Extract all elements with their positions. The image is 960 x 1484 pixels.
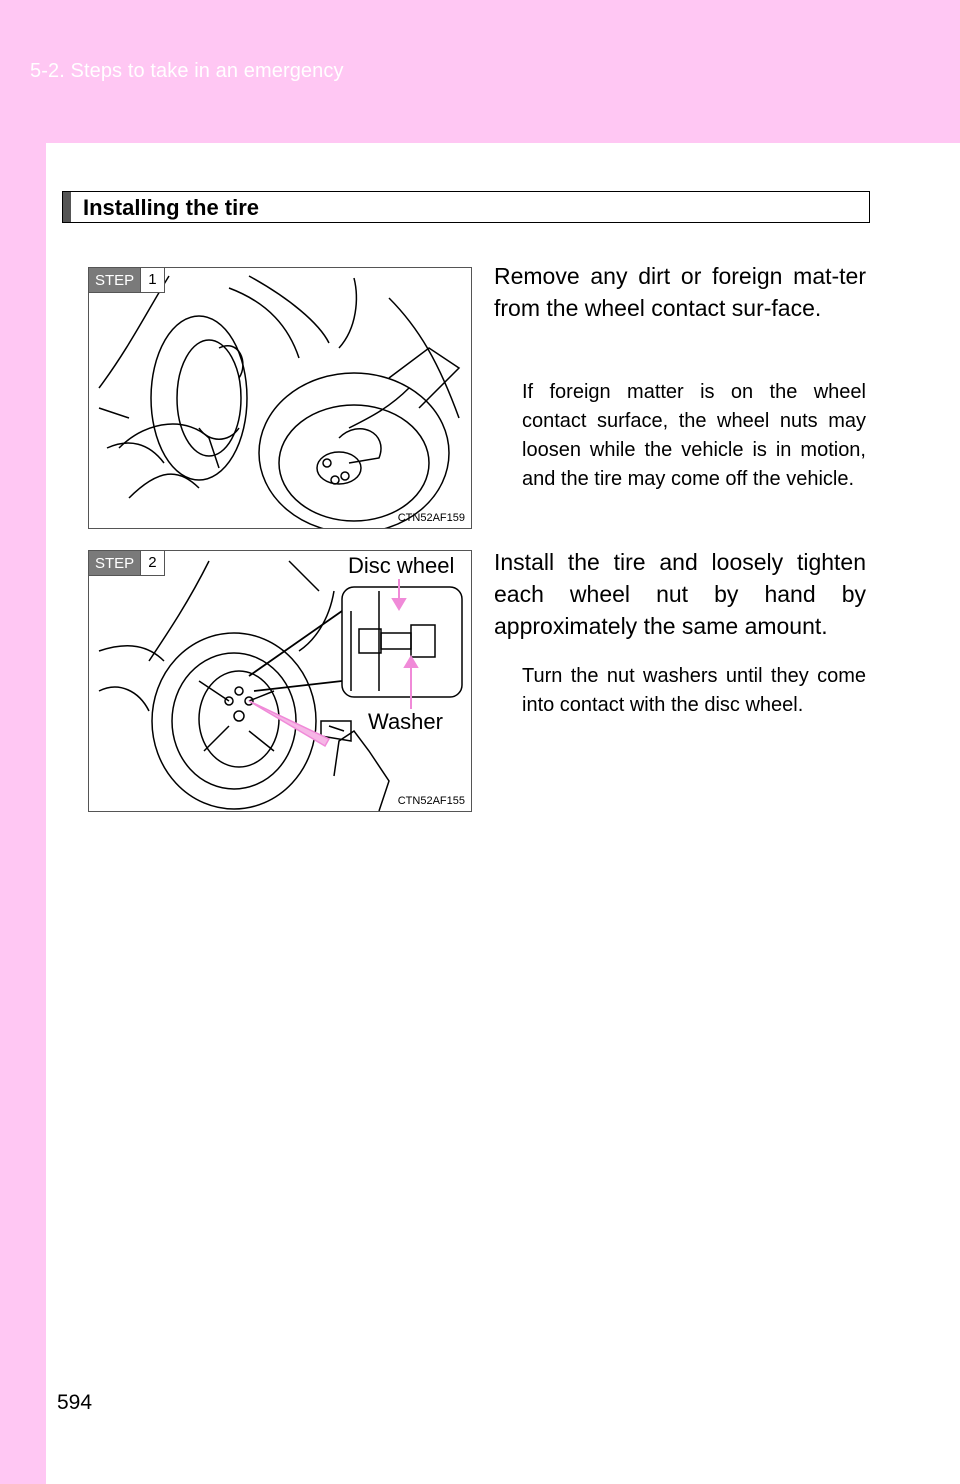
- step-badge-label: STEP: [89, 551, 140, 575]
- section-marker: [63, 192, 71, 222]
- section-title: Installing the tire: [83, 195, 260, 220]
- step-2-illustration: [88, 550, 472, 812]
- step-1-note: If foreign matter is on the wheel contact surface, the wheel nuts may loosen while the vehicle is in motion, and the tire may come off the vehicle.: [522, 381, 866, 490]
- disc-wheel-label: Disc wheel: [348, 553, 455, 578]
- side-band: [0, 143, 46, 1484]
- step-badge-number: 1: [140, 268, 163, 292]
- page-number: 594: [57, 1391, 93, 1414]
- figure-code: CTN52AF155: [397, 795, 465, 807]
- section-header: [62, 191, 870, 223]
- step-badge-label: STEP: [89, 268, 140, 292]
- step-2-instruction: Install the tire and loosely tighten each wheel nut by hand by approximately the same amount.: [494, 549, 866, 639]
- figure-code: CTN52AF159: [397, 512, 465, 524]
- clean-wheel-illustration: [89, 268, 472, 529]
- step-badge-number: 2: [140, 551, 163, 575]
- washer-label: Washer: [368, 709, 443, 734]
- step-1-instruction: Remove any dirt or foreign mat-ter from the wheel contact sur-face.: [494, 263, 866, 321]
- breadcrumb[interactable]: 5-2. Steps to take in an emergency: [30, 60, 344, 82]
- pointer-arrow: [249, 701, 329, 746]
- step-badge: [89, 268, 165, 293]
- step-2-note: Turn the nut washers until they come into contact with the disc wheel.: [522, 665, 866, 716]
- install-tire-illustration: [89, 551, 472, 812]
- step-1-illustration: [88, 267, 472, 529]
- step-badge: [89, 551, 165, 576]
